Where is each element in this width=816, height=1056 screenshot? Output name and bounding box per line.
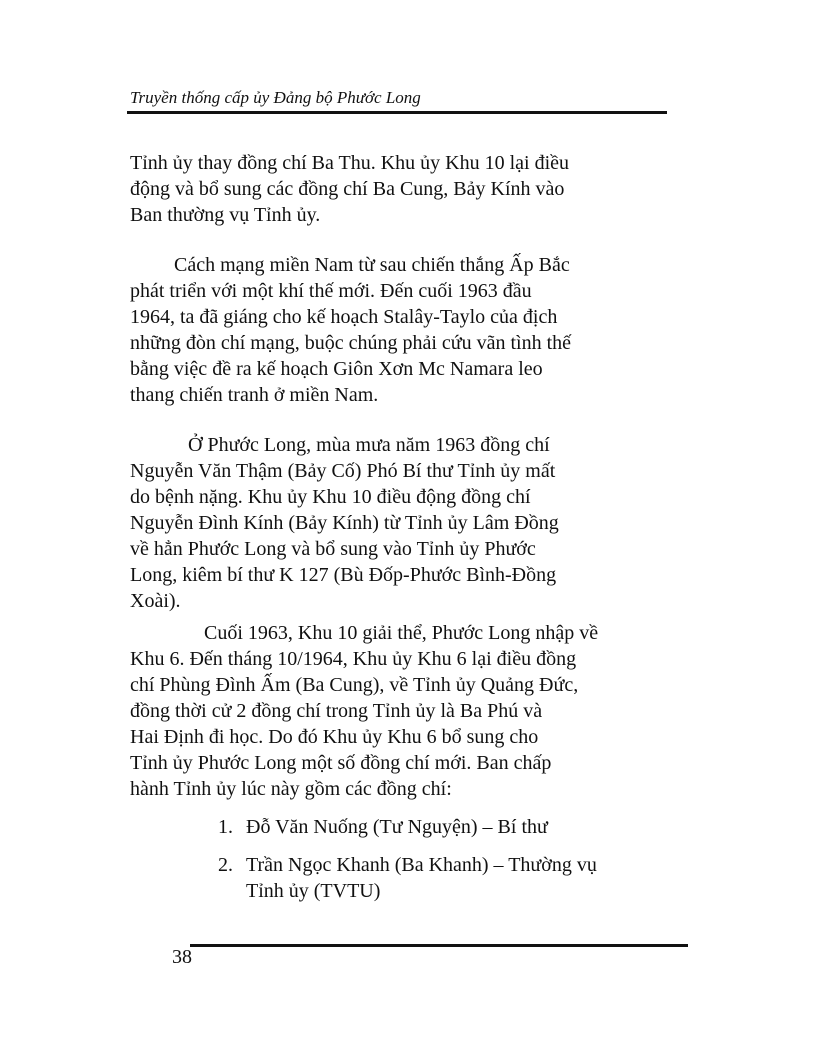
text-line: bằng việc đề ra kế hoạch Giôn Xơn Mc Namara leo	[130, 358, 543, 380]
text-line: Cách mạng miền Nam từ sau chiến thắng Ấp Bắc	[174, 254, 570, 276]
list-item	[218, 852, 597, 904]
running-head: Truyền thống cấp ủy Đảng bộ Phước Long	[130, 88, 421, 107]
paragraph-3	[130, 432, 559, 614]
text-line: do bệnh nặng. Khu ủy Khu 10 điều động đồng chí	[130, 486, 531, 508]
text-line: hành Tỉnh ủy lúc này gồm các đồng chí:	[130, 778, 452, 800]
text-line: Tỉnh ủy (TVTU)	[246, 880, 381, 902]
text-line: đồng thời cử 2 đồng chí trong Tỉnh ủy là Ba Phú và	[130, 700, 543, 722]
text-line: thang chiến tranh ở miền Nam.	[130, 384, 379, 406]
header-rule	[127, 111, 667, 114]
text-line: Ban thường vụ Tỉnh ủy.	[130, 204, 321, 226]
text-line: về hẳn Phước Long và bổ sung vào Tỉnh ủy Phước	[130, 538, 536, 560]
paragraph-2	[130, 252, 571, 408]
text-line: Khu 6. Đến tháng 10/1964, Khu ủy Khu 6 lại điều đồng	[130, 648, 577, 670]
text-line: 1964, ta đã giáng cho kế hoạch Stalây-Taylo của địch	[130, 306, 558, 328]
page-number: 38	[172, 946, 192, 968]
text-line: động và bổ sung các đồng chí Ba Cung, Bảy Kính vào	[130, 178, 565, 200]
text-line: Đỗ Văn Nuống (Tư Nguyện) – Bí thư	[246, 816, 548, 838]
text-line: Tỉnh ủy thay đồng chí Ba Thu. Khu ủy Khu 10 lại điều	[130, 152, 570, 174]
text-line: Nguyễn Đình Kính (Bảy Kính) từ Tỉnh ủy Lâm Đồng	[130, 512, 559, 534]
text-line: Xoài).	[130, 590, 181, 612]
list-number: 1.	[218, 816, 233, 838]
text-line: phát triển với một khí thế mới. Đến cuối 1963 đầu	[130, 280, 532, 302]
text-line: chí Phùng Đình Ấm (Ba Cung), về Tỉnh ủy Quảng Đức,	[130, 674, 579, 696]
text-line: Tỉnh ủy Phước Long một số đồng chí mới. Ban chấp	[130, 752, 552, 774]
paragraph-4	[130, 620, 598, 802]
list-item	[218, 814, 548, 840]
list-number: 2.	[218, 854, 233, 876]
footer-rule	[190, 944, 688, 947]
text-line: Cuối 1963, Khu 10 giải thể, Phước Long nhập về	[204, 622, 599, 644]
paragraph-1	[130, 150, 569, 228]
text-line: Long, kiêm bí thư K 127 (Bù Đốp-Phước Bình-Đồng	[130, 564, 557, 586]
text-line: Ở Phước Long, mùa mưa năm 1963 đồng chí	[188, 434, 550, 456]
text-line: những đòn chí mạng, buộc chúng phải cứu vãn tình thế	[130, 332, 572, 354]
text-line: Nguyễn Văn Thậm (Bảy Cố) Phó Bí thư Tỉnh ủy mất	[130, 460, 556, 482]
text-line: Trần Ngọc Khanh (Ba Khanh) – Thường vụ	[246, 854, 597, 876]
text-line: Hai Định đi học. Do đó Khu ủy Khu 6 bổ sung cho	[130, 726, 539, 748]
